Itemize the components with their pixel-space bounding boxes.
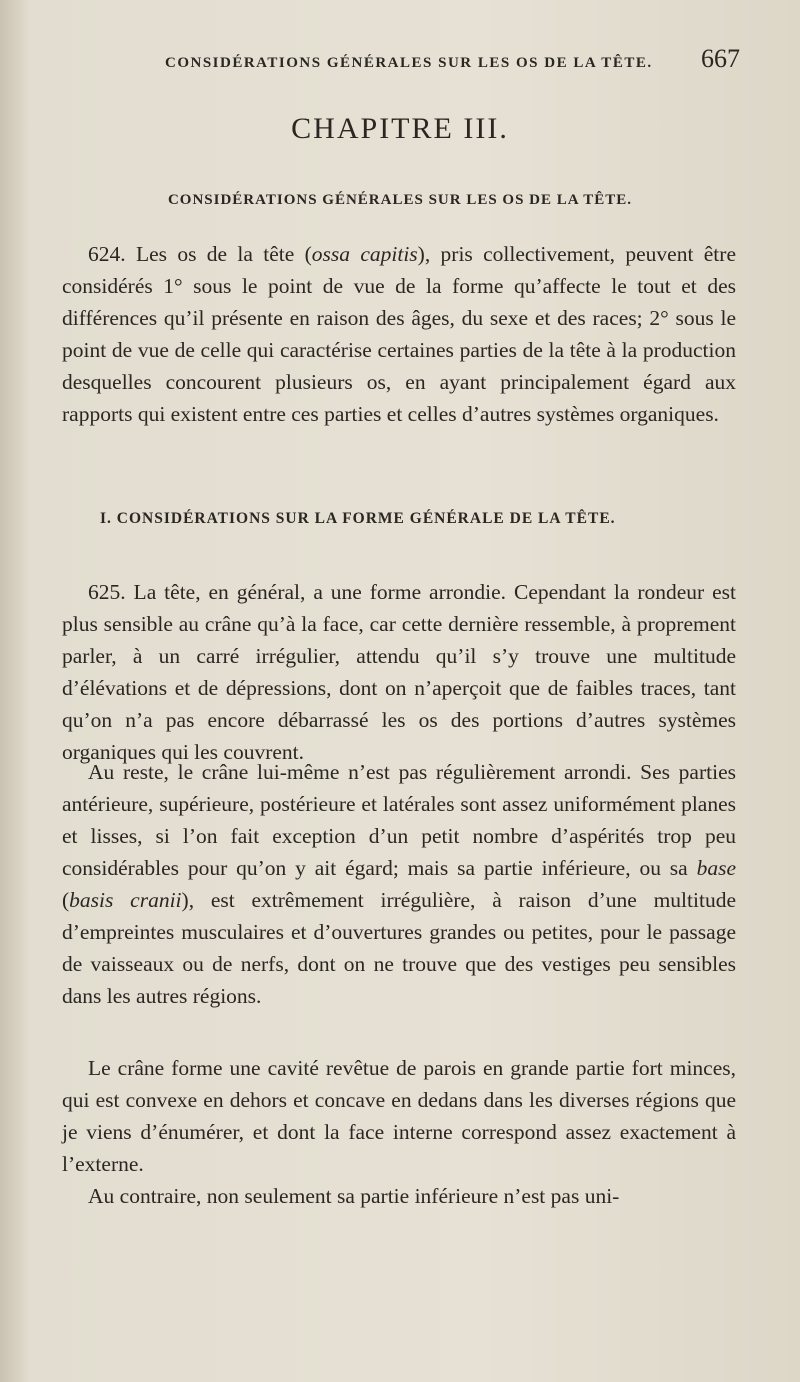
- paragraph-reste-tail: ), est extrêmement irrégulière, à raison d’une multitude d’empreintes musculaires et d’ouvertures grandes ou petites, pour le passage de vaisseaux ou de nerfs, dont on ne trouve que des vestiges peu sensibles dans les autres régions.: [62, 888, 736, 1008]
- paragraph-crane: Le crâne forme une cavité revêtue de parois en grande partie fort minces, qui est convexe en dehors et concave en dedans dans les diverses régions que je viens d’énumérer, et dont la face interne correspond assez exactement à l’externe.: [62, 1056, 736, 1176]
- running-head-title: CONSIDÉRATIONS GÉNÉRALES SUR LES OS DE LA TÊTE.: [165, 55, 653, 71]
- paragraph-reste-italic-basis: basis cranii: [69, 888, 182, 912]
- paragraph-624-lead: 624. Les os de la tête (: [88, 242, 312, 266]
- paragraph-reste-italic-base: base: [696, 856, 736, 880]
- subsection-heading: I. CONSIDÉRATIONS SUR LA FORME GÉNÉRALE DE LA TÊTE.: [100, 510, 616, 527]
- paragraph-reste-lead: Au reste, le crâne lui-même n’est pas régulièrement arrondi. Ses parties antérieure, supérieure, postérieure et latérales sont assez uniformément planes et lisses, si l’on fait exception d’un petit nombre d’aspérités trop peu considérables pour qu’on y ait égard; mais sa partie inférieure, ou sa: [62, 760, 736, 880]
- paragraph-contraire: Au contraire, non seulement sa partie inférieure n’est pas uni-: [88, 1184, 620, 1208]
- running-head: [165, 44, 740, 74]
- paragraph-624-italic: ossa capitis: [311, 242, 418, 266]
- paragraph-625: 625. La tête, en général, a une forme arrondie. Cependant la rondeur est plus sensible au crâne qu’à la face, car cette dernière ressemble, à proprement parler, à un carré irrégulier, attendu qu’il s’y trouve une multitude d’élévations et de dépressions, dont on n’aperçoit que de faibles traces, tant qu’on n’a pas encore débarrassé les os des portions d’autres systèmes organiques qui les couvrent.: [62, 580, 736, 764]
- paragraph-624-tail: ), pris collectivement, peuvent être considérés 1° sous le point de vue de la forme qu’affecte le tout et des différences qu’il présente en raison des âges, du sexe et des races; 2° sous le point de vue de celle qui caractérise certaines parties de la tête à la production desquelles concourent plusieurs os, en ayant principalement égard aux rapports qui existent entre ces parties et celles d’autres systèmes organiques.: [62, 242, 736, 426]
- page-number: 667: [701, 44, 740, 73]
- section-heading: CONSIDÉRATIONS GÉNÉRALES SUR LES OS DE LA TÊTE.: [167, 192, 633, 208]
- paragraph-reste: [62, 756, 736, 1012]
- paragraph-reste-mid: (: [62, 888, 70, 912]
- chapter-heading: CHAPITRE III.: [291, 112, 509, 145]
- paragraph-624: [62, 238, 736, 430]
